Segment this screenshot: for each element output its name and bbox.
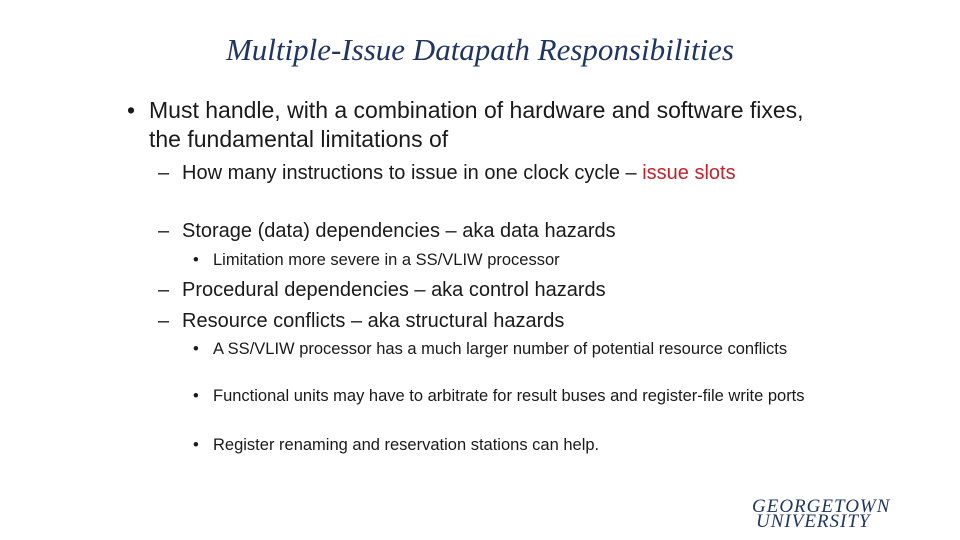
sub-bullet-storage — [158, 219, 848, 243]
dash-mark: – — [158, 220, 170, 242]
bullet-mark: • — [193, 340, 199, 358]
issue-slots-highlight: issue slots — [642, 162, 736, 184]
sub-sub-bullet-functional-units — [193, 386, 833, 407]
sub-bullet-resource-text: Resource conflicts – aka structural hazards — [182, 310, 565, 332]
bullet-mark: • — [193, 387, 199, 405]
dash-mark: – — [158, 310, 170, 332]
bullet-mark: • — [193, 436, 199, 454]
sub-sub-bullet-resource-conflicts — [193, 339, 833, 360]
sub-bullet-procedural — [158, 278, 848, 302]
bullet-mark: • — [127, 97, 136, 123]
slide-title: Multiple-Issue Datapath Responsibilities — [225, 32, 734, 67]
sub-sub-bullet-text: Functional units may have to arbitrate for result buses and register-file write ports — [213, 387, 805, 405]
logo-line-2: UNIVERSITY — [756, 511, 871, 532]
main-bullet — [127, 96, 827, 154]
sub-bullet-storage-text: Storage (data) dependencies – aka data hazards — [182, 220, 616, 242]
sub-bullet-issue — [158, 161, 848, 185]
logo-line-1: GEORGETOWN — [752, 496, 891, 517]
bullet-mark: • — [193, 251, 199, 269]
main-bullet-text: Must handle, with a combination of hardware and software fixes, the fundamental limitations of — [149, 97, 804, 152]
georgetown-logo — [752, 496, 942, 530]
sub-bullet-issue-text — [158, 161, 848, 185]
sub-sub-bullet-text: A SS/VLIW processor has a much larger number of potential resource conflicts — [213, 340, 788, 358]
dash-mark: – — [158, 279, 170, 301]
sub-sub-bullet-register-renaming — [193, 434, 833, 456]
dash-mark: – — [158, 162, 170, 184]
sub-bullet-issue-plain: How many instructions to issue in one clock cycle – — [182, 162, 643, 184]
sub-bullet-procedural-text: Procedural dependencies – aka control hazards — [182, 279, 606, 301]
sub-sub-bullet-text: Register renaming and reservation stations can help. — [213, 436, 600, 454]
sub-sub-bullet-limitation — [193, 249, 833, 271]
sub-sub-bullet-text: Limitation more severe in a SS/VLIW processor — [213, 251, 560, 269]
sub-bullet-resource — [158, 309, 848, 333]
